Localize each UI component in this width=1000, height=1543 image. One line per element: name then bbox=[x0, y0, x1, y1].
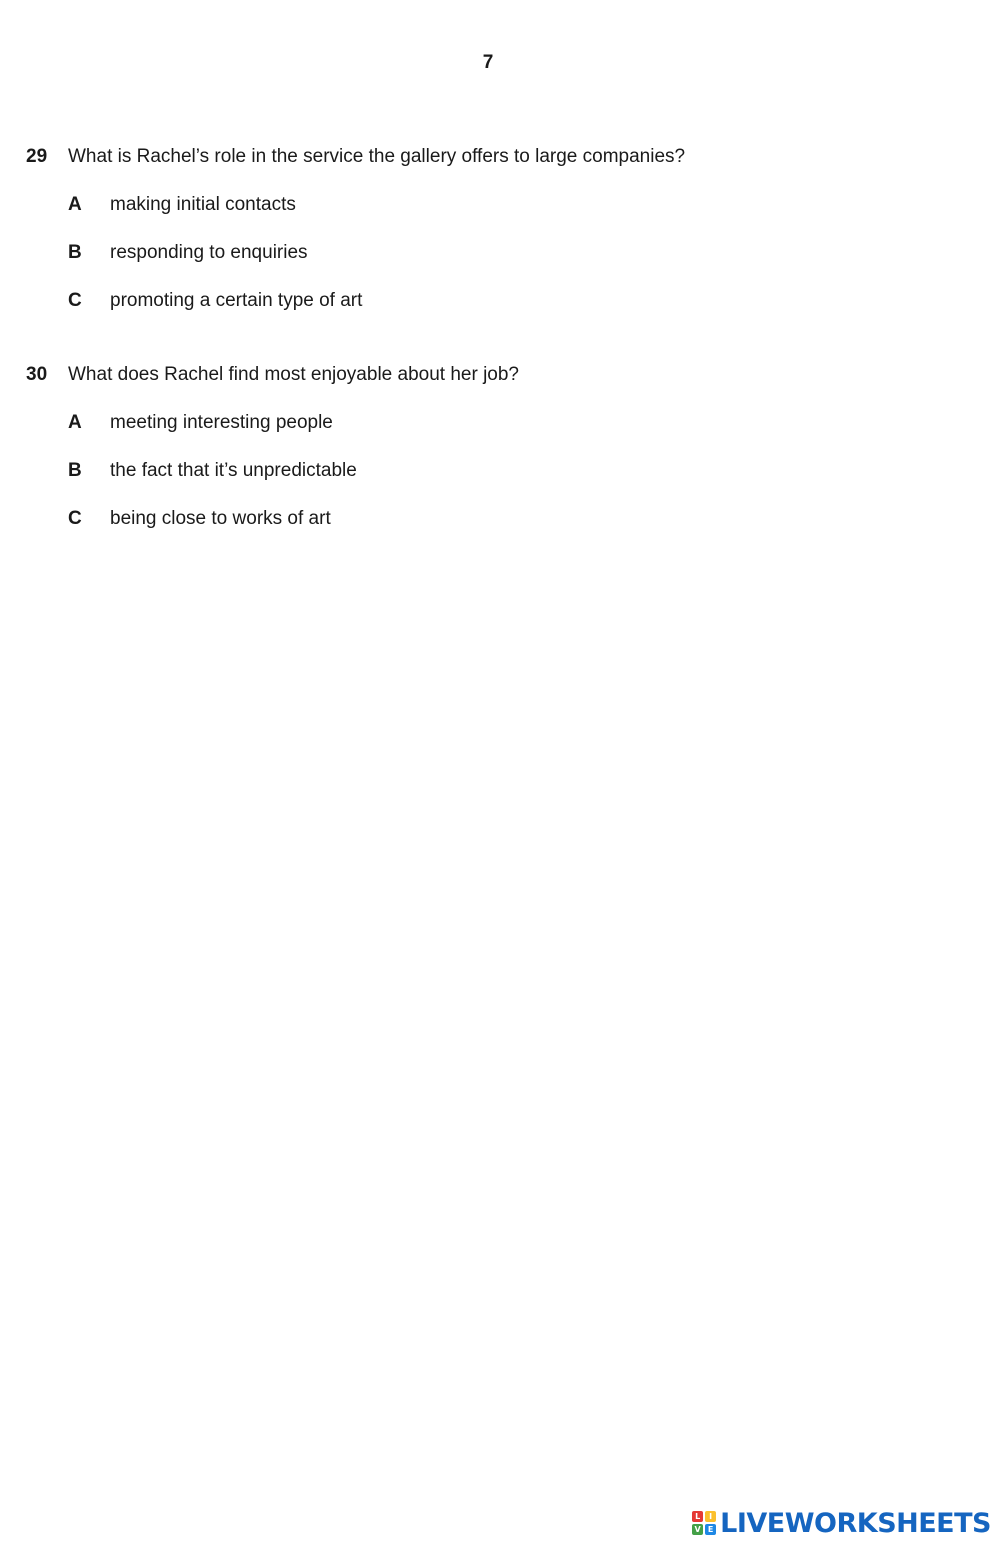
option-text: making initial contacts bbox=[110, 194, 296, 215]
question-number: 29 bbox=[26, 146, 48, 167]
option-text: responding to enquiries bbox=[110, 242, 308, 263]
option-letter: C bbox=[68, 508, 82, 529]
logo-mark-icon bbox=[692, 1511, 716, 1535]
option-b[interactable] bbox=[68, 460, 966, 488]
question-stem bbox=[26, 146, 966, 174]
question-30 bbox=[26, 364, 966, 536]
page-number: 7 bbox=[482, 52, 494, 73]
option-b[interactable] bbox=[68, 242, 966, 270]
option-text: meeting interesting people bbox=[110, 412, 333, 433]
option-text: promoting a certain type of art bbox=[110, 290, 363, 311]
option-letter: B bbox=[68, 242, 82, 263]
question-text: What is Rachel’s role in the service the gallery offers to large companies? bbox=[68, 146, 686, 167]
logo-text: LIVEWORKSHEETS bbox=[720, 1507, 991, 1539]
liveworksheets-logo bbox=[692, 1506, 991, 1540]
logo-mark-tile: I bbox=[705, 1511, 716, 1522]
question-29 bbox=[26, 146, 966, 318]
logo-mark-tile: E bbox=[705, 1524, 716, 1535]
option-c[interactable] bbox=[68, 508, 966, 536]
question-number: 30 bbox=[26, 364, 48, 385]
option-letter: C bbox=[68, 290, 82, 311]
option-text: being close to works of art bbox=[110, 508, 331, 529]
option-c[interactable] bbox=[68, 290, 966, 318]
question-stem bbox=[26, 364, 966, 392]
option-a[interactable] bbox=[68, 412, 966, 440]
logo-mark-tile: V bbox=[692, 1524, 703, 1535]
logo-mark-tile: L bbox=[692, 1511, 703, 1522]
question-text: What does Rachel find most enjoyable about her job? bbox=[68, 364, 519, 385]
option-letter: A bbox=[68, 194, 82, 215]
option-letter: B bbox=[68, 460, 82, 481]
option-text: the fact that it’s unpredictable bbox=[110, 460, 357, 481]
option-a[interactable] bbox=[68, 194, 966, 222]
option-letter: A bbox=[68, 412, 82, 433]
